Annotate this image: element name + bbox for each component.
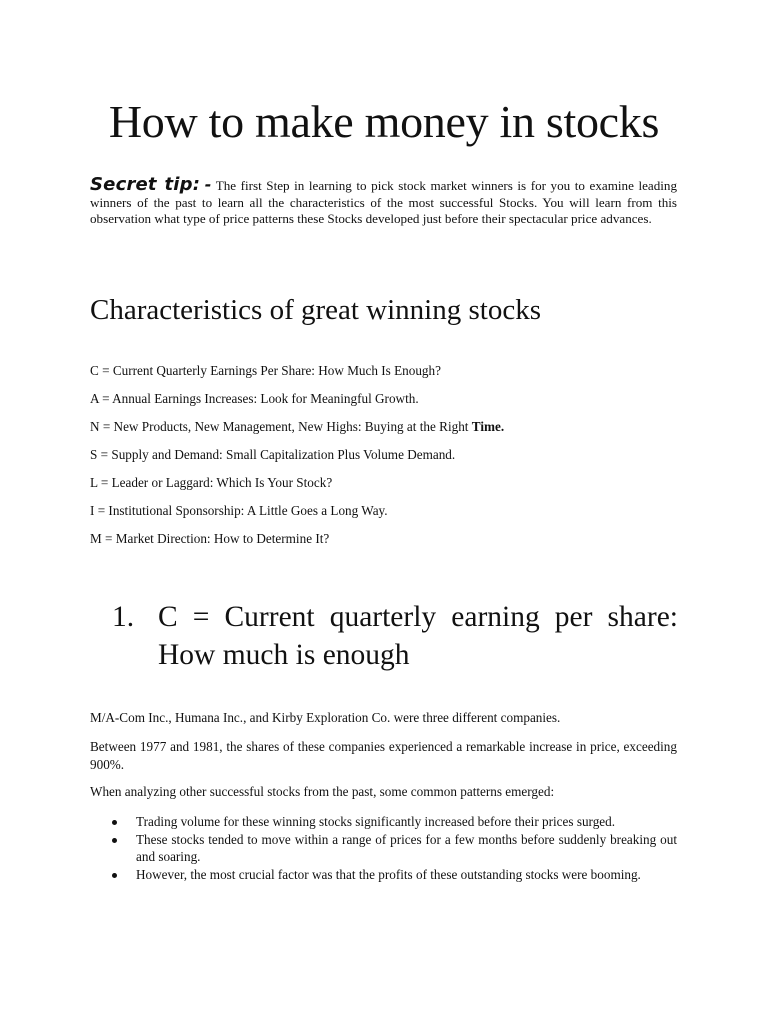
characteristic-text: C = Current Quarterly Earnings Per Share: How Much Is Enough? xyxy=(90,363,441,378)
characteristics-list xyxy=(90,361,690,557)
bullet-dot-icon xyxy=(112,873,117,878)
page-title: How to make money in stocks xyxy=(108,96,660,147)
characteristic-item xyxy=(90,445,690,473)
bullet-item xyxy=(90,866,677,884)
secret-tip-dash: - xyxy=(204,175,212,194)
secret-tip-text: The first Step in learning to pick stock market winners is for you to examine leading winners of the past to learn all the characteristics of the most successful Stocks. You will learn from this observation what type of price patterns these Stocks developed just before their spectacular price advances. xyxy=(90,178,677,227)
characteristic-text: A = Annual Earnings Increases: Look for Meaningful Growth. xyxy=(90,391,419,406)
section-1-paragraph-3: When analyzing other successful stocks from the past, some common patterns emerged: xyxy=(90,784,555,799)
characteristic-text: I = Institutional Sponsorship: A Little Goes a Long Way. xyxy=(90,503,388,518)
characteristic-item xyxy=(90,417,690,445)
characteristic-item xyxy=(90,529,690,557)
characteristic-item xyxy=(90,473,690,501)
secret-tip-label: Secret tip: xyxy=(90,174,201,195)
characteristics-heading: Characteristics of great winning stocks xyxy=(90,294,541,326)
bullet-text: Trading volume for these winning stocks significantly increased before their prices surged. xyxy=(136,814,616,829)
bullet-text: These stocks tended to move within a range of prices for a few months before suddenly breaking out and soaring. xyxy=(136,831,677,864)
secret-tip-paragraph xyxy=(90,174,677,228)
characteristic-item xyxy=(90,501,690,529)
section-1-paragraph-2: Between 1977 and 1981, the shares of these companies experienced a remarkable increase in price, exceeding 900%. xyxy=(90,739,677,772)
bullet-text: However, the most crucial factor was that the profits of these outstanding stocks were booming. xyxy=(136,866,641,882)
section-1-number: 1. xyxy=(112,601,135,633)
characteristic-text: L = Leader or Laggard: Which Is Your Stock? xyxy=(90,475,333,490)
characteristic-item xyxy=(90,389,690,417)
section-1-heading-text: C = Current quarterly earning per share: How much is enough xyxy=(158,601,678,671)
bullet-dot-icon xyxy=(112,838,117,843)
bullet-item xyxy=(90,831,677,866)
characteristic-item xyxy=(90,361,690,389)
section-1-paragraph-1: M/A-Com Inc., Humana Inc., and Kirby Exploration Co. were three different companies. xyxy=(90,710,561,725)
section-1-bullet-list xyxy=(90,813,677,883)
characteristic-text: M = Market Direction: How to Determine It? xyxy=(90,531,330,546)
characteristic-text: N = New Products, New Management, New Highs: Buying at the Right xyxy=(90,419,472,434)
characteristic-text: S = Supply and Demand: Small Capitalization Plus Volume Demand. xyxy=(90,447,456,462)
characteristic-bold-word: Time. xyxy=(471,419,505,434)
bullet-dot-icon xyxy=(112,820,117,825)
bullet-item xyxy=(90,813,677,831)
